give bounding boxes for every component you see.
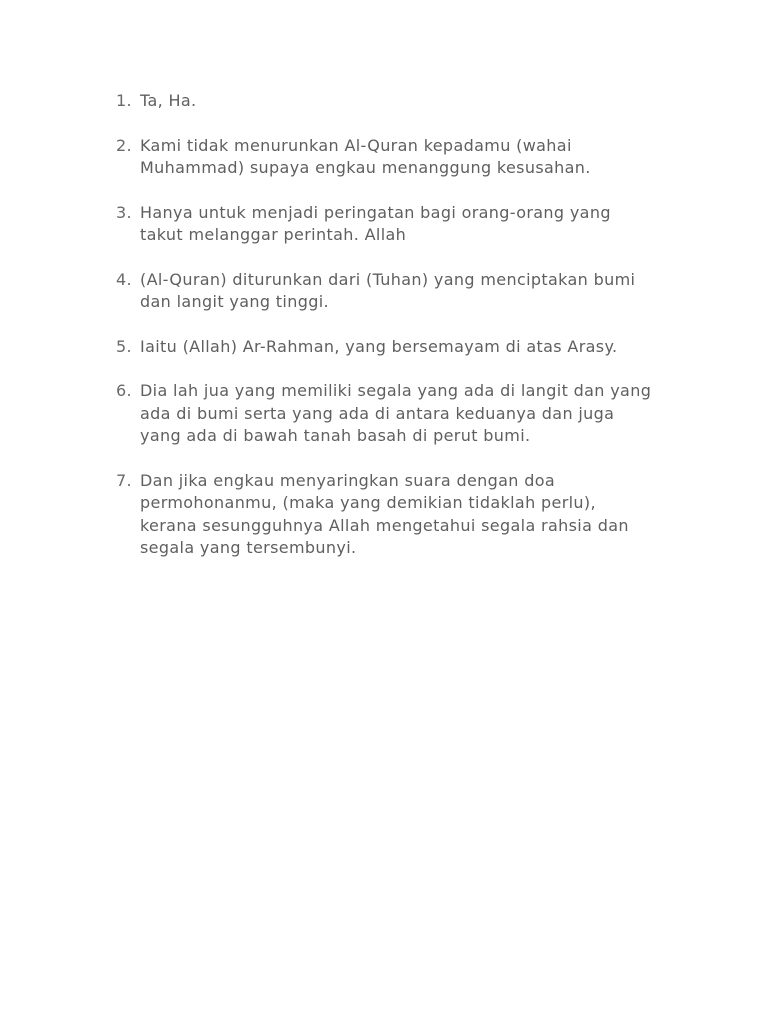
verse-item	[112, 90, 712, 113]
verse-text: Dan jika engkau menyaringkan suara dengan doa permohonanmu, (maka yang demikian tidaklah perlu), kerana sesungguhnya Allah mengetahui segala rahsia dan segala yang tersembunyi.	[140, 470, 629, 557]
verse-number: 2.	[116, 135, 132, 155]
verse-item	[112, 336, 712, 359]
verse-item	[112, 202, 712, 247]
verse-number: 3.	[116, 202, 132, 222]
verse-text: Iaitu (Allah) Ar-Rahman, yang bersemayam di atas Arasy.	[140, 336, 618, 356]
verse-item	[112, 135, 712, 180]
verse-number: 6.	[116, 381, 132, 400]
verse-text: (Al-Quran) diturunkan dari (Tuhan) yang menciptakan bumi dan langit yang tinggi.	[140, 269, 636, 311]
verse-text: Ta, Ha.	[140, 91, 197, 110]
verse-item	[112, 269, 712, 314]
verse-number: 5.	[116, 336, 132, 356]
verse-item	[112, 470, 712, 560]
verse-number: 7.	[116, 470, 132, 490]
verse-item	[112, 380, 712, 448]
verse-list	[112, 90, 712, 582]
verse-text: Hanya untuk menjadi peringatan bagi orang-orang yang takut melanggar perintah. Allah	[140, 202, 611, 244]
verse-text: Dia lah jua yang memiliki segala yang ada di langit dan yang ada di bumi serta yang ada di antara keduanya dan juga yang ada di bawah tanah basah di perut bumi.	[140, 381, 652, 445]
verse-number: 4.	[116, 269, 132, 289]
verse-text: Kami tidak menurunkan Al-Quran kepadamu (wahai Muhammad) supaya engkau menanggung kesusahan.	[140, 135, 591, 177]
verse-number: 1.	[116, 91, 132, 110]
